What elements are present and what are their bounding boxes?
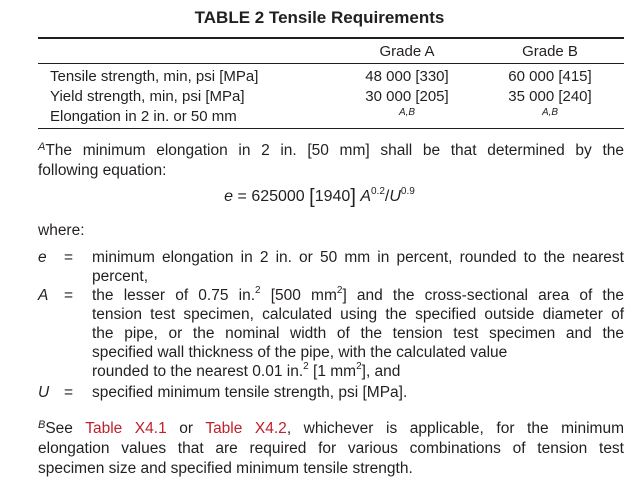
definition-u-symbol: U	[38, 384, 50, 401]
definition-a-line1: the lesser of 0.75 in.$^2$ [500 $mm^2$] and the cross-sectional area of the	[92, 284, 624, 304]
equation-constant: = 625000	[233, 188, 305, 205]
footnote-b-marker: B	[38, 419, 46, 431]
definition-u-equals: =	[64, 384, 74, 401]
cell-elongation-grade-b: A,B	[541, 107, 559, 118]
row-label-yield: Yield strength, min, psi [MPa]	[50, 88, 245, 105]
definition-a-line4: specified wall thickness of the pipe, with the calculated value	[92, 344, 508, 361]
equation-var-u: U	[389, 188, 401, 205]
cell-tensile-grade-b: 60 000 [415]	[508, 68, 592, 85]
definition-a-line2: tension test specimen, calculated using the specified outside diameter of	[92, 306, 624, 323]
equation-var-a: A	[360, 188, 371, 205]
elongation-equation	[0, 186, 639, 209]
cell-yield-grade-b: 35 000 [240]	[508, 88, 592, 105]
definition-a-line5: rounded to the nearest 0.01 in.$^2$ [1 $mm^2$], and	[92, 360, 401, 380]
table-title: TABLE 2 Tensile Requirements	[194, 8, 445, 27]
footnote-b: $^B$See Table X4.1 or Table X4.2, whichever is applicable, for the minimum elongation values that are required for various combinations of tension test specimen size and specified minimum tensile strength.	[38, 419, 625, 477]
cell-elongation-grade-a: A,B	[398, 107, 416, 118]
footnote-b-line3: specimen size and specified minimum tensile strength.	[38, 460, 413, 477]
equation-open-bracket: [	[309, 186, 315, 208]
link-table-x4-2[interactable]: Table X4.2	[205, 420, 287, 437]
definition-a-equals: =	[64, 287, 74, 304]
column-header-grade-a: Grade A	[379, 43, 435, 60]
where-label: where:	[38, 222, 85, 239]
table-bottom-rule	[38, 128, 624, 129]
definition-e-symbol: e	[38, 249, 47, 266]
definition-a-line3: the pipe, or the nominal width of the tension test specimen and the	[92, 325, 624, 342]
row-label-elongation: Elongation in 2 in. or 50 mm	[50, 108, 237, 125]
equation-close-bracket: ]	[350, 186, 356, 208]
cell-tensile-grade-a: 48 000 [330]	[365, 68, 449, 85]
footnote-a	[38, 137, 624, 181]
header-rule	[38, 63, 624, 64]
link-table-x4-1[interactable]: Table X4.1	[85, 420, 167, 437]
equation-exp-a: 0.2	[371, 185, 385, 197]
footnote-a-line2: following equation:	[38, 162, 167, 179]
cell-yield-grade-a: 30 000 [205]	[365, 88, 449, 105]
footnote-a-marker: A	[38, 141, 46, 153]
footnote-a-line1: The minimum elongation in 2 in. [50 mm] shall be that determined by the	[45, 142, 624, 159]
equation-exp-u: 0.9	[400, 185, 415, 197]
definition-a-symbol: A	[38, 287, 49, 304]
equation-bracket-value: 1940	[314, 188, 351, 205]
column-header-grade-b: Grade B	[522, 43, 578, 60]
definition-e-equals: =	[64, 249, 74, 266]
definition-e-line1: minimum elongation in 2 in. or 50 mm in percent, rounded to the nearest	[92, 249, 624, 266]
definition-e-line2: percent,	[92, 268, 149, 285]
equation-slash: /	[384, 188, 390, 205]
definition-u-line1: specified minimum tensile strength, psi [MPa].	[92, 384, 408, 401]
equation-lhs: e	[224, 188, 234, 205]
footnote-b-line2: elongation values that are required for various combinations of tension test	[38, 440, 624, 457]
table-top-rule	[38, 37, 624, 39]
row-label-tensile: Tensile strength, min, psi [MPa]	[50, 68, 259, 85]
